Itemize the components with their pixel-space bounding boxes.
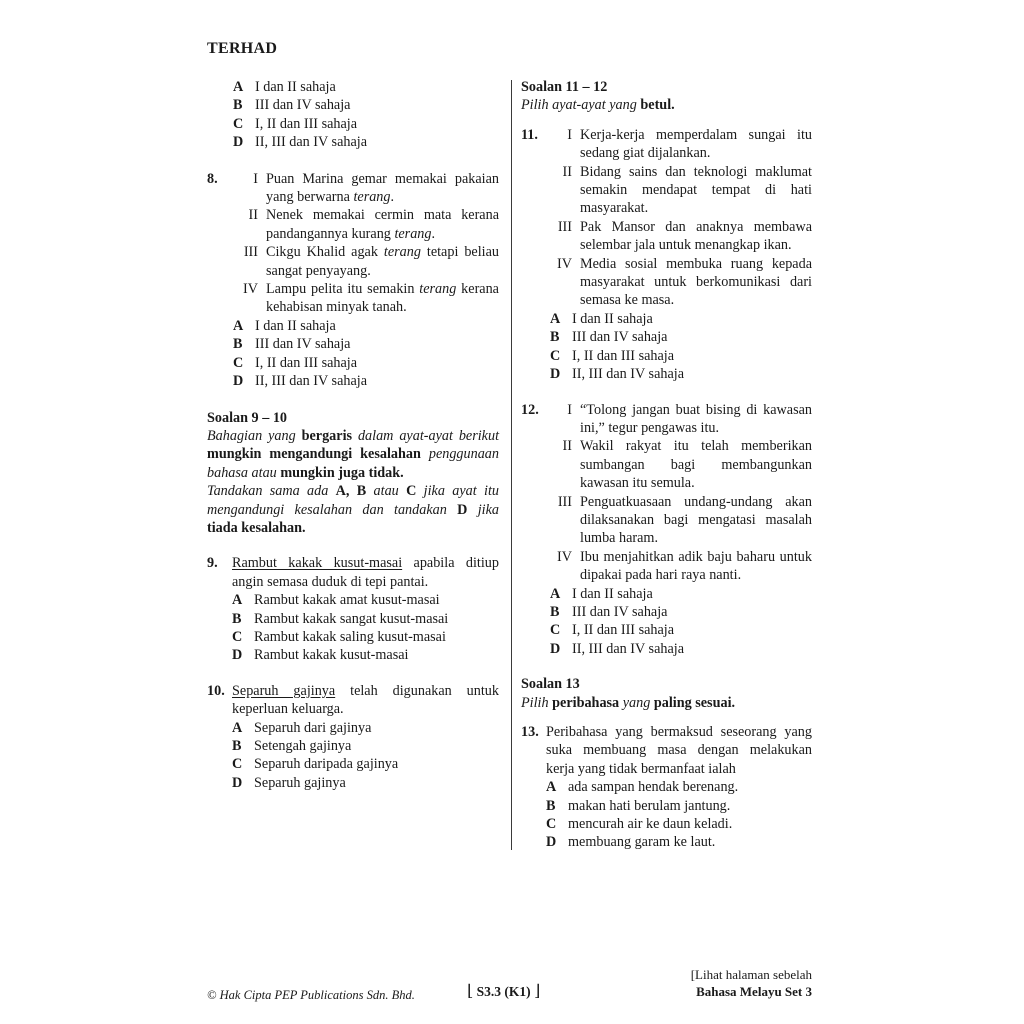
statement-iv: IV Ibu menjahitkan adik baju baharu untuk dipakai pada hari raya nanti. [557, 548, 812, 584]
q13-option-a[interactable]: A ada sampan hendak berenang. [546, 779, 739, 796]
section-title: Soalan 9 – 10 [207, 409, 288, 426]
statement-iii: III Cikgu Khalid agak terang tetapi beliau sangat penyayang. [243, 244, 499, 279]
q12-option-a[interactable]: A I dan II sahaja [550, 585, 653, 602]
section-title: Soalan 11 – 12 [521, 79, 608, 95]
q12-option-b[interactable]: B III dan IV sahaja [550, 603, 668, 620]
column-divider [511, 80, 512, 850]
section-instruction: Pilih peribahasa yang paling sesuai. [521, 694, 736, 711]
question-number: 10. [207, 682, 225, 699]
section-instruction-2: Tandakan sama ada A, B atau C jika ayat itu mengandungi kesalahan dan tandakan D jika tiada kesalahan. [207, 483, 500, 536]
q7-option-a[interactable]: A I dan II sahaja [233, 79, 336, 95]
statement-ii: II Bidang sains dan teknologi maklumat semakin mendapat tempat di hati masyarakat. [562, 163, 812, 217]
q8-option-c[interactable]: C I, II dan III sahaja [233, 354, 358, 371]
q9-option-c[interactable]: C Rambut kakak saling kusut-masai [232, 628, 446, 645]
section-instruction: Bahagian yang bergaris dalam ayat-ayat berikut mungkin mengandungi kesalahan penggunaan bahasa atau mungkin juga tidak. [207, 427, 500, 481]
question-stem: Peribahasa yang bermaksud seseorang yang suka membuang masa dengan melakukan kerja yang tidak bermanfaat ialah [546, 724, 812, 777]
footer-right [691, 966, 812, 1000]
question-number: 11. [521, 126, 538, 143]
q11-option-a[interactable]: A I dan II sahaja [550, 310, 653, 327]
question-number: 9. [207, 555, 218, 572]
right-column [521, 78, 812, 852]
statement-iv: IV Media sosial membuka ruang kepada masyarakat untuk berkomunikasi dari semasa ke masa. [557, 255, 812, 309]
q7-option-b[interactable]: B III dan IV sahaja [233, 97, 351, 114]
copyright-notice: © Hak Cipta PEP Publications Sdn. Bhd. [207, 988, 415, 1002]
section-13 [521, 675, 812, 712]
statement-i: I “Tolong jangan buat bising di kawasan ini,” tegur pengawas itu. [567, 401, 812, 436]
q10-option-c[interactable]: C Separuh daripada gajinya [232, 756, 399, 773]
q8-option-d[interactable]: D II, III dan IV sahaja [233, 373, 368, 390]
question-number: 12. [521, 401, 539, 418]
q7-options [233, 78, 499, 152]
q8-option-a[interactable]: A I dan II sahaja [233, 317, 336, 334]
statement-i: I Puan Marina gemar memakai pakaian yang berwarna terang. [253, 170, 499, 206]
question-13 [521, 723, 812, 852]
q9-option-a[interactable]: A Rambut kakak amat kusut-masai [232, 592, 440, 609]
q13-option-b[interactable]: B makan hati berulam jantung. [546, 797, 731, 814]
section-title: Soalan 13 [521, 676, 580, 693]
section-instruction: Pilih ayat-ayat yang betul. [521, 97, 675, 114]
statement-ii: II Wakil rakyat itu telah memberikan sumbangan bagi membangunkan kawasan itu semula. [562, 438, 812, 492]
q12-option-d[interactable]: D II, III dan IV sahaja [550, 640, 685, 657]
q7-option-c[interactable]: C I, II dan III sahaja [233, 115, 358, 132]
book-title: Bahasa Melayu Set 3 [696, 984, 812, 999]
statement-iv: IV Lampu pelita itu semakin terang kerana kehabisan minyak tanah. [243, 281, 499, 316]
q12-option-c[interactable]: C I, II dan III sahaja [550, 622, 675, 639]
left-column [207, 78, 499, 792]
statement-ii: II Nenek memakai cermin mata kerana pandangannya kurang terang. [248, 207, 499, 242]
question-number: 13. [521, 724, 539, 740]
q13-option-c[interactable]: C mencurah air ke daun keladi. [546, 816, 733, 833]
statement-iii: III Penguatkuasaan undang-undang akan dilaksanakan bagi mengatasi masalah lumba haram. [557, 493, 812, 547]
question-stem: Separuh gajinya telah digunakan untuk keperluan keluarga. [232, 682, 499, 718]
q10-option-a[interactable]: A Separuh dari gajinya [232, 719, 372, 736]
question-stem: Rambut kakak kusut-masai apabila ditiup angin semasa duduk di tepi pantai. [232, 555, 499, 590]
q7-option-d[interactable]: D II, III dan IV sahaja [233, 134, 368, 151]
q9-option-d[interactable]: D Rambut kakak kusut-masai [232, 647, 409, 664]
q13-option-d[interactable]: D membuang garam ke laut. [546, 834, 716, 851]
question-number: 8. [207, 170, 218, 187]
page-code: ⌊ S3.3 (K1) ⌋ [467, 983, 541, 1000]
q9-option-b[interactable]: B Rambut kakak sangat kusut-masai [232, 610, 449, 627]
question-9 [207, 554, 499, 664]
page-header: TERHAD [207, 40, 278, 57]
section-9-10 [207, 409, 499, 538]
question-12 [521, 401, 812, 659]
statement-i: I Kerja-kerja memperdalam sungai itu sedang giat dijalankan. [567, 126, 812, 162]
question-8 [207, 170, 499, 391]
q10-option-b[interactable]: B Setengah gajinya [232, 738, 352, 754]
q8-option-b[interactable]: B III dan IV sahaja [233, 336, 351, 353]
question-11 [521, 126, 812, 384]
q11-option-d[interactable]: D II, III dan IV sahaja [550, 366, 685, 383]
statement-iii: III Pak Mansor dan anaknya membawa selembar jala untuk menangkap ikan. [557, 218, 812, 254]
q10-option-d[interactable]: D Separuh gajinya [232, 774, 346, 791]
question-10 [207, 682, 499, 792]
q11-option-b[interactable]: B III dan IV sahaja [550, 329, 668, 346]
section-11-12 [521, 78, 812, 115]
q11-option-c[interactable]: C I, II dan III sahaja [550, 347, 675, 364]
next-page-note: [Lihat halaman sebelah [690, 967, 812, 982]
